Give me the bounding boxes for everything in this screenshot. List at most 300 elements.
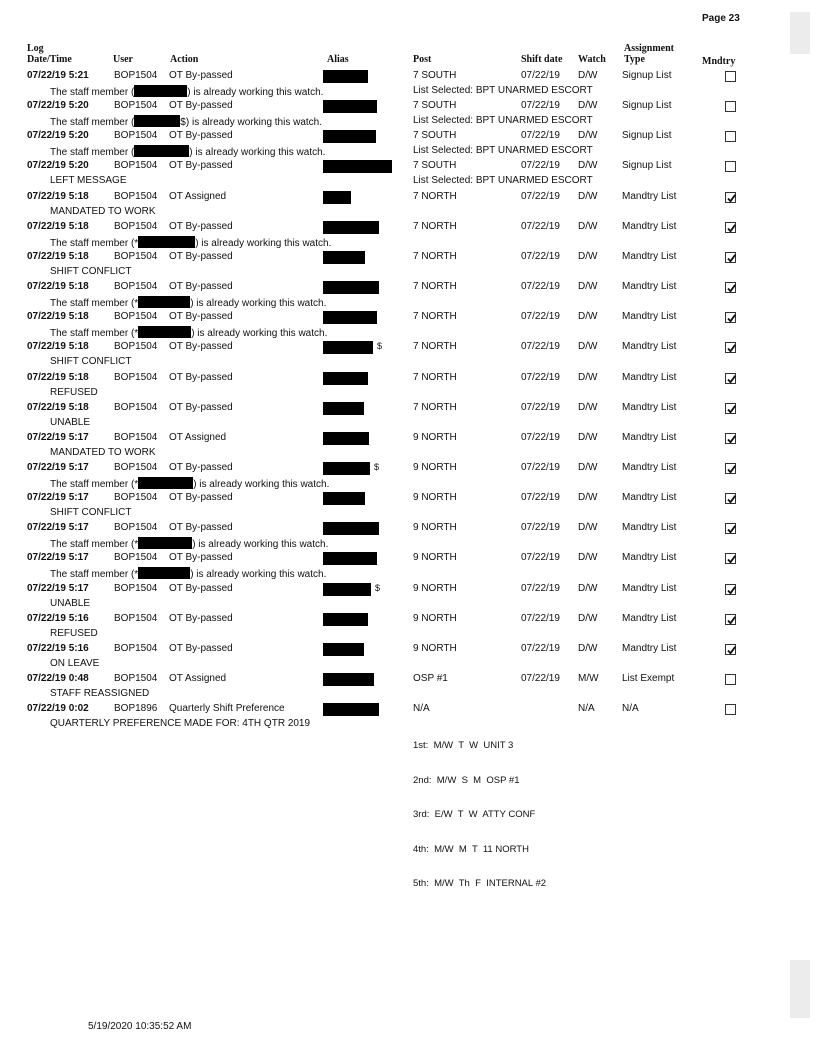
entry-assignment-type: Mandtry List	[622, 522, 677, 534]
entry-detail-text	[50, 326, 327, 340]
entry-shift-date: 07/22/19	[521, 130, 560, 142]
log-entry	[0, 522, 817, 552]
entry-post: 7 NORTH	[413, 190, 457, 202]
entry-datetime: 07/22/19 5:17	[27, 552, 89, 564]
log-entry	[0, 583, 817, 613]
entry-post: 7 SOUTH	[413, 70, 457, 81]
entry-post: 7 NORTH	[413, 401, 457, 413]
log-entry	[0, 372, 817, 402]
alias-redaction	[323, 462, 370, 475]
staff-name-redaction	[138, 537, 192, 549]
log-entry	[0, 100, 817, 130]
entry-user: BOP1504	[114, 612, 158, 624]
alias-redaction	[323, 613, 368, 626]
entry-user: BOP1504	[114, 401, 158, 413]
entry-action: OT By-passed	[169, 642, 233, 654]
entry-user: BOP1504	[114, 190, 158, 202]
entry-shift-date: 07/22/19	[521, 582, 560, 594]
col-header-log-line1: Log	[27, 43, 44, 54]
alias-redaction	[323, 643, 364, 656]
entry-action: OT By-passed	[169, 492, 233, 504]
entry-note: QUARTERLY PREFERENCE MADE FOR: 4TH QTR 2019	[50, 718, 311, 730]
checkmark-icon	[726, 464, 737, 475]
checkmark-icon	[726, 253, 737, 264]
col-header-log-line2: Date/Time	[27, 54, 72, 65]
checkmark-icon	[726, 585, 737, 596]
entry-shift-date: 07/22/19	[521, 250, 560, 262]
alias-redaction	[323, 251, 365, 264]
entry-action: OT By-passed	[169, 250, 233, 262]
entry-assignment-type: Mandtry List	[622, 220, 677, 232]
col-header-action: Action	[170, 54, 199, 65]
alias-redaction	[323, 281, 379, 294]
entry-datetime: 07/22/19 5:18	[27, 341, 89, 353]
checkmark-icon	[726, 494, 737, 505]
alias-redaction	[323, 673, 374, 686]
mandatory-checkbox-checked[interactable]	[725, 222, 736, 233]
preference-item: 1st: M/W T W UNIT 3	[413, 740, 514, 751]
entry-shift-date: 07/22/19	[521, 70, 560, 81]
entry-watch: D/W	[578, 190, 598, 202]
entry-datetime: 07/22/19 5:17	[27, 522, 89, 534]
mandatory-checkbox[interactable]	[725, 161, 736, 172]
entry-post: 7 NORTH	[413, 281, 457, 293]
entry-watch: D/W	[578, 160, 598, 172]
entry-note: UNABLE	[50, 597, 91, 609]
entry-user: BOP1504	[114, 492, 158, 504]
entry-detail-suffix: $) is already working this watch.	[180, 117, 323, 129]
entry-watch: D/W	[578, 401, 598, 413]
alias-redaction	[323, 221, 379, 234]
entry-watch: D/W	[578, 341, 598, 353]
alias-redaction	[323, 583, 371, 596]
entry-watch: M/W	[578, 673, 599, 684]
entry-assignment-type: Mandtry List	[622, 311, 677, 323]
entry-user: BOP1504	[114, 160, 158, 172]
entry-post: 9 NORTH	[413, 522, 457, 534]
preference-item: 3rd: E/W T W ATTY CONF	[413, 809, 536, 820]
entry-post: 7 NORTH	[413, 341, 457, 353]
entry-list-selected: List Selected: BPT UNARMED ESCORT	[413, 115, 593, 127]
entry-action: OT By-passed	[169, 341, 233, 353]
entry-action: OT By-passed	[169, 160, 233, 172]
mandatory-checkbox-checked[interactable]	[725, 373, 736, 384]
entry-detail-text	[50, 567, 326, 581]
entry-detail-suffix: ) is already working this watch.	[190, 569, 327, 581]
entry-datetime: 07/22/19 5:18	[27, 250, 89, 262]
col-header-assignment-line2: Type	[624, 54, 645, 65]
mandatory-checkbox-checked[interactable]	[725, 493, 736, 504]
mandatory-checkbox-checked[interactable]	[725, 644, 736, 655]
entry-datetime: 07/22/19 5:20	[27, 100, 89, 112]
log-entry	[0, 70, 817, 100]
mandatory-checkbox-checked[interactable]	[725, 192, 736, 203]
log-entry	[0, 462, 817, 492]
entry-list-selected: List Selected: BPT UNARMED ESCORT	[413, 175, 593, 187]
entry-detail-prefix: The staff member (*	[50, 298, 139, 310]
entry-shift-date: 07/22/19	[521, 673, 560, 684]
entry-assignment-type: Mandtry List	[622, 401, 677, 413]
entry-detail-text	[50, 85, 323, 99]
entry-detail-prefix: The staff member (*	[50, 328, 139, 340]
alias-redaction	[323, 130, 376, 143]
entry-assignment-type: Mandtry List	[622, 281, 677, 293]
entry-watch: D/W	[578, 552, 598, 564]
entry-assignment-type: Mandtry List	[622, 492, 677, 504]
entry-note: UNABLE	[50, 416, 91, 428]
entry-user: BOP1504	[114, 70, 158, 81]
alias-redaction	[323, 703, 379, 716]
log-entry	[0, 311, 817, 341]
entry-detail-suffix: ) is already working this watch.	[190, 298, 327, 310]
log-entry	[0, 160, 817, 190]
entry-assignment-type: Mandtry List	[622, 190, 677, 202]
entry-list-selected: List Selected: BPT UNARMED ESCORT	[413, 145, 593, 157]
entry-note: MANDATED TO WORK	[50, 446, 156, 458]
entry-detail-text	[50, 145, 325, 159]
staff-name-redaction	[138, 567, 190, 579]
entry-post: 9 NORTH	[413, 582, 457, 594]
entry-detail-suffix: ) is already working this watch.	[195, 237, 332, 249]
entry-assignment-type: Mandtry List	[622, 552, 677, 564]
entry-shift-date: 07/22/19	[521, 492, 560, 504]
entry-watch: D/W	[578, 461, 598, 473]
entry-assignment-type: Mandtry List	[622, 582, 677, 594]
staff-name-redaction	[138, 236, 195, 248]
entry-note: LEFT MESSAGE	[50, 175, 127, 187]
entry-user: BOP1504	[114, 371, 158, 383]
entry-post: 7 SOUTH	[413, 160, 457, 172]
entry-post: 9 NORTH	[413, 552, 457, 564]
entry-datetime: 07/22/19 5:18	[27, 190, 89, 202]
entry-user: BOP1504	[114, 130, 158, 142]
entry-detail-text	[50, 477, 329, 491]
entry-detail-text	[50, 537, 328, 551]
mandatory-checkbox[interactable]	[725, 101, 736, 112]
mandatory-checkbox-checked[interactable]	[725, 433, 736, 444]
staff-name-redaction	[138, 296, 190, 308]
entry-post: 9 NORTH	[413, 431, 457, 443]
preference-item: 2nd: M/W S M OSP #1	[413, 774, 520, 786]
alias-redaction	[323, 402, 364, 415]
entry-datetime: 07/22/19 5:21	[27, 70, 89, 81]
entry-shift-date: 07/22/19	[521, 461, 560, 473]
alias-dollar-mark: $	[375, 582, 381, 593]
entry-post: 7 SOUTH	[413, 100, 457, 112]
checkmark-icon	[726, 615, 737, 626]
entry-user: BOP1504	[114, 673, 158, 684]
entry-watch: D/W	[578, 522, 598, 534]
checkmark-icon	[726, 524, 737, 535]
entry-user: BOP1504	[114, 341, 158, 353]
entry-shift-date: 07/22/19	[521, 612, 560, 624]
entry-shift-date: 07/22/19	[521, 100, 560, 112]
entry-action: OT By-passed	[169, 522, 233, 534]
entry-detail-prefix: The staff member (*	[50, 539, 139, 551]
scan-margin-mark-bottom	[790, 960, 810, 1018]
entry-post: 9 NORTH	[413, 612, 457, 624]
log-entry	[0, 251, 817, 281]
entry-watch: D/W	[578, 281, 598, 293]
entry-assignment-type: N/A	[622, 703, 639, 715]
col-header-watch: Watch	[578, 54, 606, 65]
checkmark-icon	[726, 193, 737, 204]
entry-user: BOP1504	[114, 582, 158, 594]
entry-note: STAFF REASSIGNED	[50, 688, 150, 699]
entry-action: OT By-passed	[169, 612, 233, 624]
entry-assignment-type: Mandtry List	[622, 612, 677, 624]
entry-shift-date: 07/22/19	[521, 642, 560, 654]
col-header-assignment-type	[624, 43, 674, 65]
entry-assignment-type: List Exempt	[622, 673, 675, 684]
mandatory-checkbox-checked[interactable]	[725, 312, 736, 323]
entry-datetime: 07/22/19 5:16	[27, 642, 89, 654]
entry-detail-suffix: ) is already working this watch.	[191, 328, 328, 340]
mandatory-checkbox-checked[interactable]	[725, 403, 736, 414]
mandatory-checkbox-checked[interactable]	[725, 523, 736, 534]
entry-action: OT Assigned	[169, 190, 227, 202]
entry-action: OT By-passed	[169, 100, 233, 112]
entry-shift-date: 07/22/19	[521, 431, 560, 443]
alias-redaction	[323, 492, 365, 505]
entry-user: BOP1504	[114, 311, 158, 323]
entry-watch: D/W	[578, 311, 598, 323]
mandatory-checkbox[interactable]	[725, 674, 736, 685]
preference-list	[413, 717, 546, 901]
entry-datetime: 07/22/19 5:18	[27, 220, 89, 232]
entry-user: BOP1504	[114, 642, 158, 654]
entry-user: BOP1504	[114, 431, 158, 443]
entry-action: OT By-passed	[169, 220, 233, 232]
entry-shift-date: 07/22/19	[521, 190, 560, 202]
entry-detail-text	[50, 236, 331, 250]
entry-post: N/A	[413, 703, 430, 715]
col-header-alias: Alias	[327, 54, 349, 65]
alias-redaction	[323, 522, 379, 535]
mandatory-checkbox-checked[interactable]	[725, 614, 736, 625]
checkmark-icon	[726, 434, 737, 445]
mandatory-checkbox[interactable]	[725, 131, 736, 142]
entry-assignment-type: Signup List	[622, 70, 672, 81]
entry-shift-date: 07/22/19	[521, 341, 560, 353]
log-entry	[0, 432, 817, 462]
entry-assignment-type: Signup List	[622, 100, 672, 112]
entry-post: 9 NORTH	[413, 492, 457, 504]
mandatory-checkbox-checked[interactable]	[725, 342, 736, 353]
entry-user: BOP1504	[114, 552, 158, 564]
entry-detail-text	[50, 115, 322, 129]
col-header-shift-date: Shift date	[521, 54, 563, 65]
checkmark-icon	[726, 404, 737, 415]
entry-datetime: 07/22/19 5:17	[27, 582, 89, 594]
entry-shift-date: 07/22/19	[521, 281, 560, 293]
entry-shift-date: 07/22/19	[521, 160, 560, 172]
entry-note: ON LEAVE	[50, 657, 100, 669]
entry-datetime: 07/22/19 0:48	[27, 673, 89, 684]
entry-shift-date: 07/22/19	[521, 401, 560, 413]
entry-assignment-type: Signup List	[622, 130, 672, 142]
entry-list-selected: List Selected: BPT UNARMED ESCORT	[413, 85, 593, 96]
checkmark-icon	[726, 645, 737, 656]
alias-redaction	[323, 432, 369, 445]
entry-shift-date: 07/22/19	[521, 311, 560, 323]
alias-redaction	[323, 552, 377, 565]
entry-detail-suffix: ) is already working this watch.	[193, 478, 330, 490]
entry-post: 9 NORTH	[413, 461, 457, 473]
entry-action: OT By-passed	[169, 311, 233, 323]
entry-post: OSP #1	[413, 673, 448, 684]
alias-redaction	[323, 311, 377, 324]
entry-post: 7 NORTH	[413, 371, 457, 383]
entry-shift-date: 07/22/19	[521, 220, 560, 232]
entry-datetime: 07/22/19 5:17	[27, 431, 89, 443]
entry-datetime: 07/22/19 5:20	[27, 130, 89, 142]
entry-detail-suffix: ) is already working this watch.	[187, 87, 324, 98]
preference-item: 4th: M/W M T 11 NORTH	[413, 843, 529, 855]
checkmark-icon	[726, 554, 737, 565]
log-entry	[0, 613, 817, 643]
entry-post: 7 NORTH	[413, 311, 457, 323]
entry-shift-date: 07/22/19	[521, 522, 560, 534]
staff-name-redaction	[138, 326, 191, 338]
entry-datetime: 07/22/19 5:20	[27, 160, 89, 172]
entry-user: BOP1504	[114, 461, 158, 473]
entry-detail-prefix: The staff member (	[50, 87, 135, 98]
entry-assignment-type: Mandtry List	[622, 461, 677, 473]
alias-redaction	[323, 372, 368, 385]
mandatory-checkbox-checked[interactable]	[725, 463, 736, 474]
entry-post: 7 SOUTH	[413, 130, 457, 142]
entry-watch: D/W	[578, 431, 598, 443]
entry-detail-prefix: The staff member (*	[50, 478, 139, 490]
entry-detail-prefix: The staff member (	[50, 147, 135, 159]
alias-redaction	[323, 70, 368, 83]
entry-action: OT By-passed	[169, 70, 233, 81]
log-entry	[0, 643, 817, 673]
staff-name-redaction	[134, 85, 187, 97]
log-entry	[0, 703, 817, 733]
entry-detail-text	[50, 296, 326, 310]
entry-detail-prefix: The staff member (*	[50, 237, 139, 249]
entry-user: BOP1504	[114, 250, 158, 262]
mandatory-checkbox[interactable]	[725, 71, 736, 82]
entry-post: 7 NORTH	[413, 220, 457, 232]
mandatory-checkbox-checked[interactable]	[725, 252, 736, 263]
log-entry	[0, 402, 817, 432]
entry-assignment-type: Mandtry List	[622, 642, 677, 654]
alias-redaction	[323, 341, 373, 354]
entry-note: REFUSED	[50, 627, 98, 639]
alias-dollar-mark: $	[377, 341, 383, 352]
entry-datetime: 07/22/19 5:18	[27, 281, 89, 293]
entry-user: BOP1504	[114, 100, 158, 112]
staff-name-redaction	[134, 145, 189, 157]
entry-detail-suffix: ) is already working this watch.	[189, 147, 326, 159]
col-header-assignment-line1: Assignment	[624, 43, 675, 54]
mandatory-checkbox-checked[interactable]	[725, 553, 736, 564]
staff-name-redaction	[138, 477, 193, 489]
entry-datetime: 07/22/19 5:17	[27, 461, 89, 473]
entry-assignment-type: Mandtry List	[622, 371, 677, 383]
entry-action: OT By-passed	[169, 552, 233, 564]
entry-note: SHIFT CONFLICT	[50, 265, 132, 277]
mandatory-checkbox[interactable]	[725, 704, 736, 715]
entry-datetime: 07/22/19 0:02	[27, 703, 89, 715]
mandatory-checkbox-checked[interactable]	[725, 282, 736, 293]
entry-watch: D/W	[578, 642, 598, 654]
scan-margin-mark-top	[790, 12, 810, 54]
entry-watch: D/W	[578, 70, 598, 81]
entry-watch: D/W	[578, 371, 598, 383]
entry-assignment-type: Mandtry List	[622, 341, 677, 353]
entry-watch: D/W	[578, 582, 598, 594]
entry-action: Quarterly Shift Preference	[169, 703, 285, 715]
entry-action: OT By-passed	[169, 130, 233, 142]
staff-name-redaction	[134, 115, 180, 127]
entry-assignment-type: Mandtry List	[622, 250, 677, 262]
alias-redaction	[323, 160, 392, 173]
entry-datetime: 07/22/19 5:16	[27, 612, 89, 624]
entry-action: OT Assigned	[169, 431, 227, 443]
col-header-user: User	[113, 54, 133, 65]
mandatory-checkbox-checked[interactable]	[725, 584, 736, 595]
page-number: Page 23	[702, 13, 740, 24]
checkmark-icon	[726, 313, 737, 324]
entry-note: SHIFT CONFLICT	[50, 507, 132, 519]
log-entry	[0, 673, 817, 703]
entry-watch: D/W	[578, 250, 598, 262]
entry-user: BOP1504	[114, 220, 158, 232]
entry-action: OT By-passed	[169, 401, 233, 413]
entry-datetime: 07/22/19 5:18	[27, 371, 89, 383]
log-entry	[0, 492, 817, 522]
entry-post: 9 NORTH	[413, 642, 457, 654]
col-header-post: Post	[413, 54, 432, 65]
checkmark-icon	[726, 343, 737, 354]
log-entry	[0, 130, 817, 160]
checkmark-icon	[726, 374, 737, 385]
log-entry	[0, 552, 817, 582]
entry-note: SHIFT CONFLICT	[50, 356, 132, 368]
entry-shift-date: 07/22/19	[521, 371, 560, 383]
log-entry	[0, 191, 817, 221]
col-header-log	[27, 43, 72, 65]
log-entry	[0, 281, 817, 311]
alias-redaction	[323, 100, 377, 113]
entry-action: OT By-passed	[169, 281, 233, 293]
log-entry	[0, 221, 817, 251]
entry-detail-suffix: ) is already working this watch.	[192, 539, 329, 551]
entry-watch: D/W	[578, 492, 598, 504]
print-timestamp: 5/19/2020 10:35:52 AM	[88, 1021, 192, 1032]
alias-redaction	[323, 191, 351, 204]
entry-user: BOP1504	[114, 281, 158, 293]
entry-datetime: 07/22/19 5:17	[27, 492, 89, 504]
entry-watch: D/W	[578, 130, 598, 142]
entry-datetime: 07/22/19 5:18	[27, 401, 89, 413]
entry-action: OT By-passed	[169, 371, 233, 383]
entry-datetime: 07/22/19 5:18	[27, 311, 89, 323]
entry-note: REFUSED	[50, 386, 98, 398]
entry-user: BOP1896	[114, 703, 158, 715]
entry-watch: D/W	[578, 100, 598, 112]
entry-assignment-type: Mandtry List	[622, 431, 677, 443]
preference-item: 5th: M/W Th F INTERNAL #2	[413, 878, 547, 889]
entry-action: OT By-passed	[169, 582, 233, 594]
checkmark-icon	[726, 283, 737, 294]
log-entry	[0, 341, 817, 371]
entry-action: OT Assigned	[169, 673, 227, 684]
